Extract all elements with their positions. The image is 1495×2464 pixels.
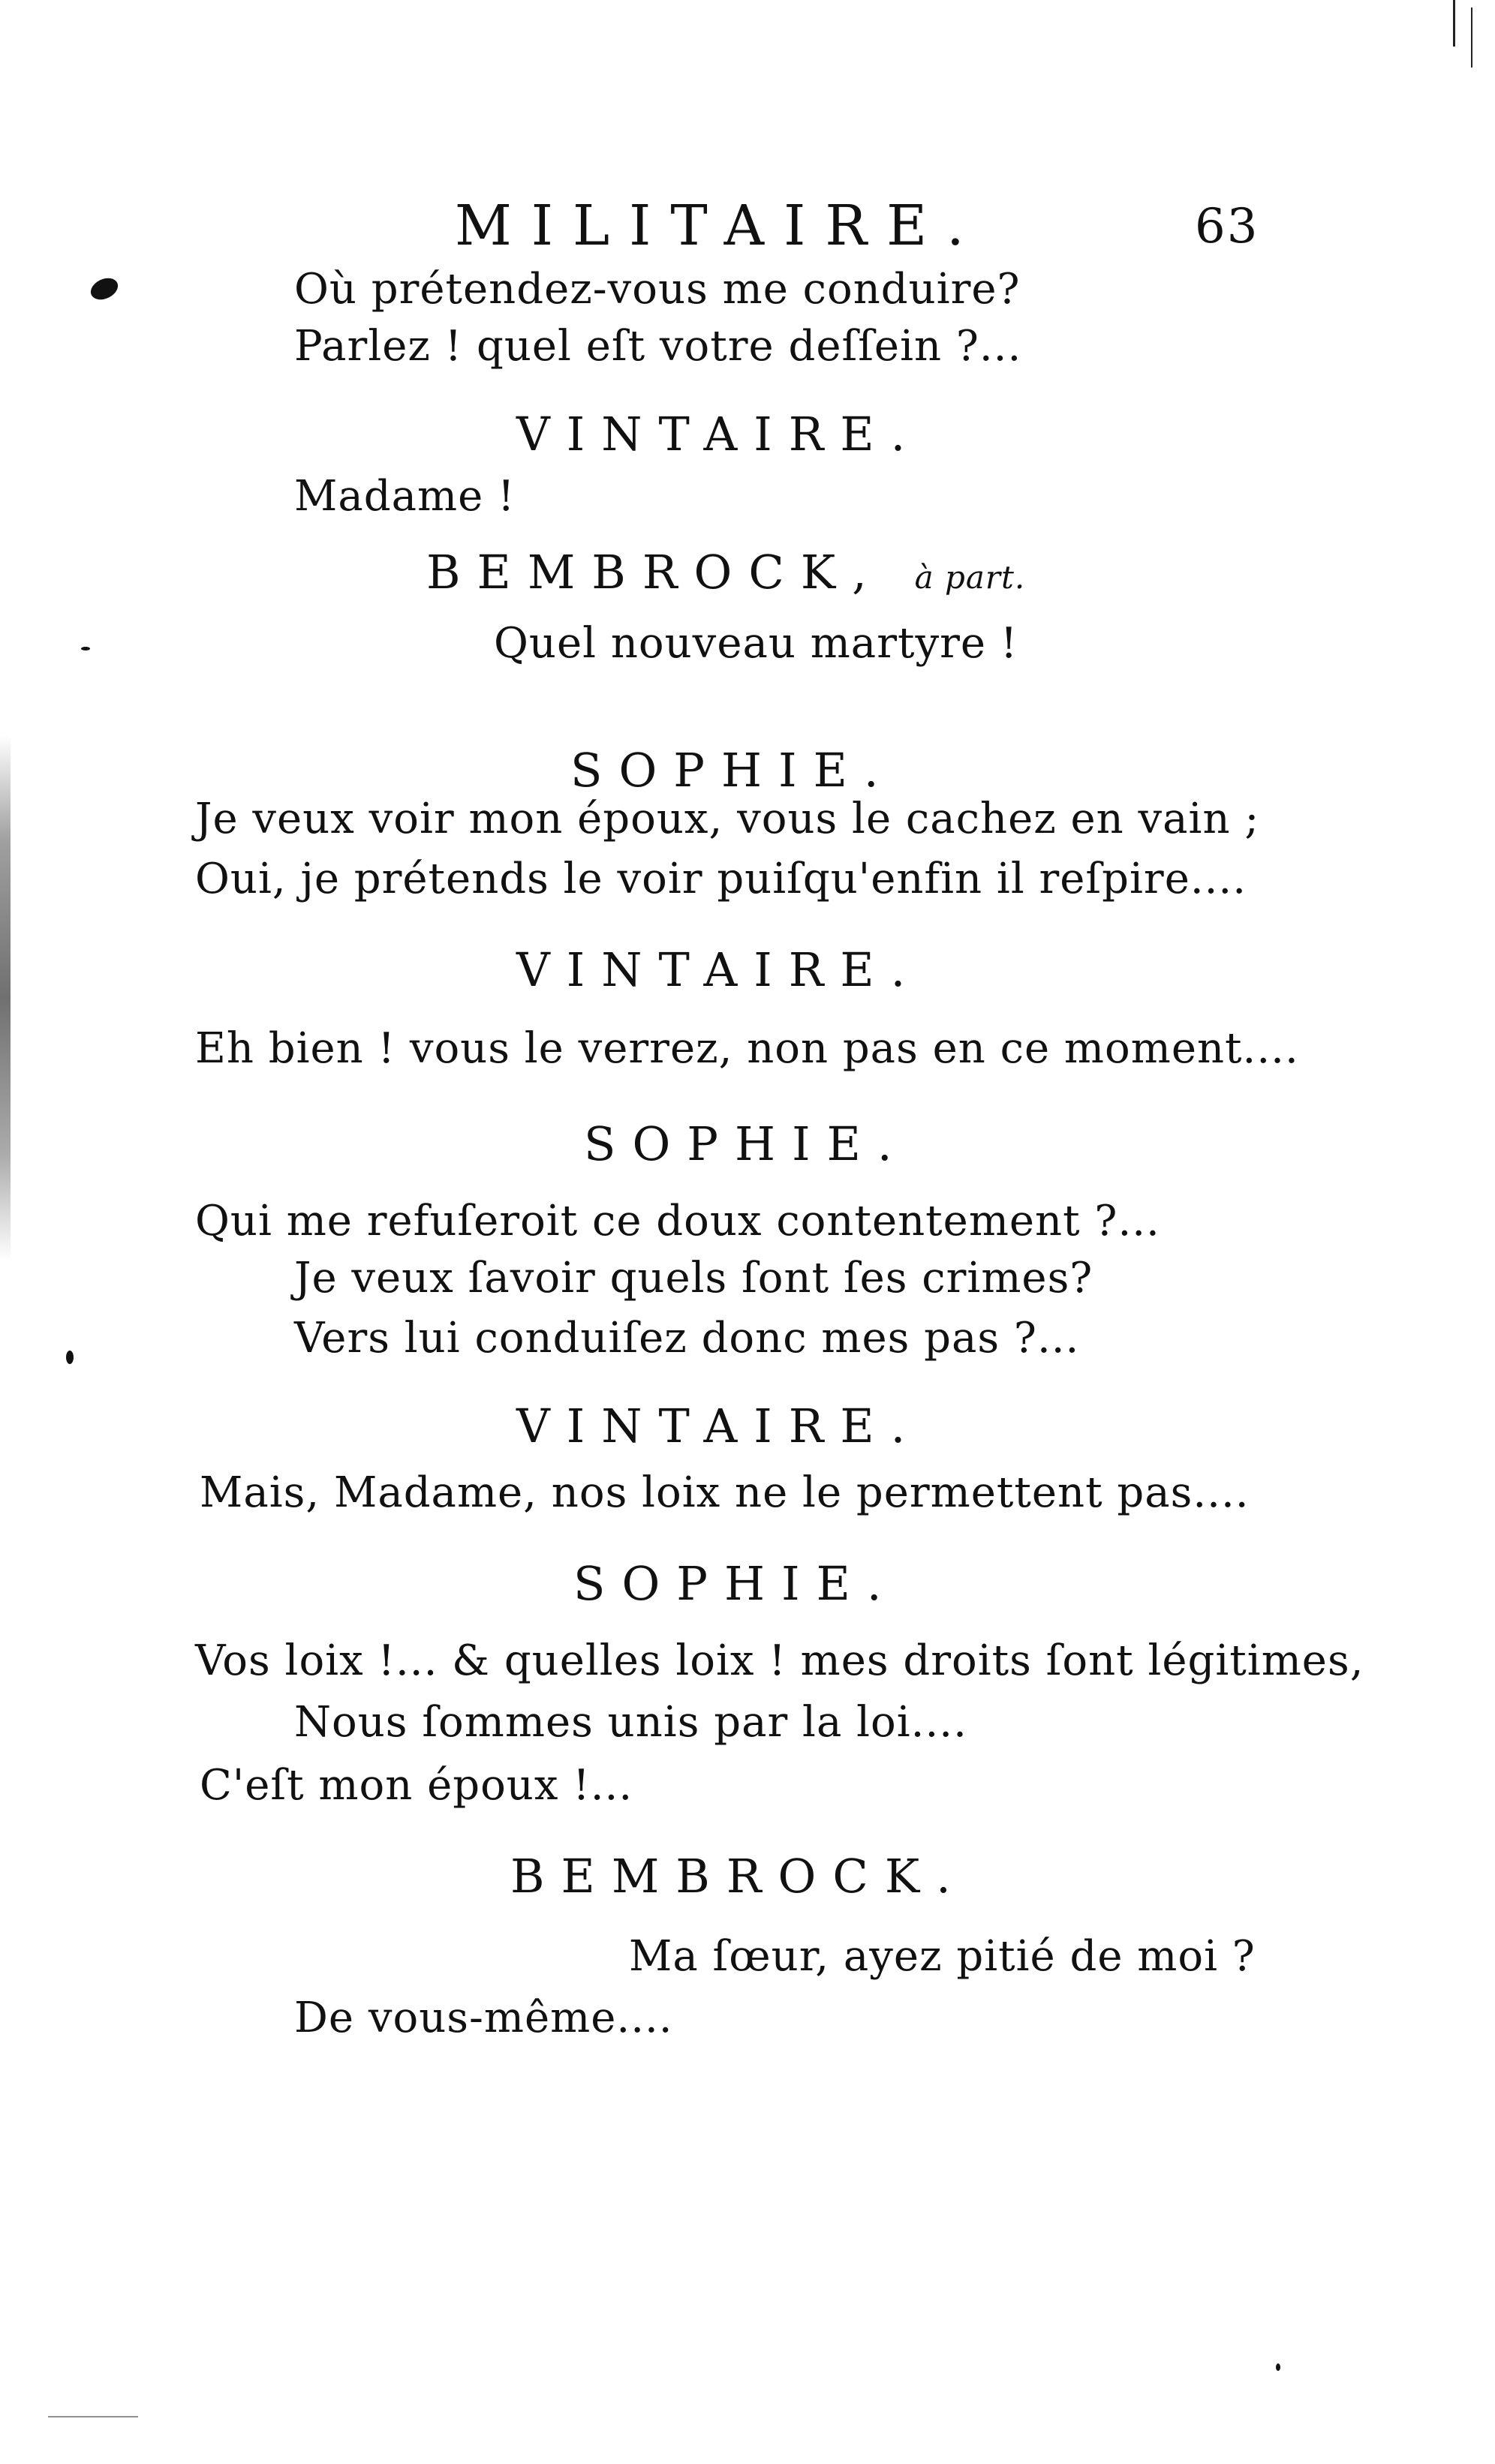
verse-line: Quel nouveau martyre ! — [494, 619, 1018, 668]
speaker-name: SOPHIE. — [570, 743, 895, 798]
verse-line: De vous-même.... — [294, 1994, 673, 2042]
verse-line: Vos loix !... & quelles loix ! mes droits ſont légitimes, — [195, 1636, 1364, 1685]
page-number: 63 — [1195, 199, 1259, 254]
margin-line — [48, 2416, 138, 2417]
speaker-name: SOPHIE. — [573, 1556, 898, 1611]
verse-line: Madame ! — [294, 472, 516, 521]
ink-blot — [87, 274, 121, 304]
speaker-name: VINTAIRE. — [516, 1399, 922, 1453]
verse-line: Vers lui conduiſez donc mes pas ?... — [294, 1314, 1080, 1363]
speaker-name: SOPHIE. — [584, 1116, 909, 1171]
gutter-mark — [1471, 8, 1472, 68]
verse-line: Où prétendez-vous me conduire? — [294, 265, 1021, 314]
ink-speck — [66, 1351, 74, 1364]
ink-speck — [81, 647, 90, 651]
speaker-label: BEMBROCK, — [426, 545, 883, 599]
verse-line: Ma ſœur, ayez pitié de moi ? — [629, 1932, 1256, 1981]
speaker-name: VINTAIRE. — [516, 942, 922, 997]
speaker-name: VINTAIRE. — [516, 407, 922, 461]
scan-edge-shadow — [0, 735, 11, 1261]
verse-line: C'eſt mon époux !... — [200, 1761, 633, 1810]
verse-line: Mais, Madame, nos loix ne le permettent pas.... — [200, 1468, 1250, 1517]
verse-line: Je veux ſavoir quels ſont ſes crimes? — [294, 1254, 1093, 1303]
verse-line: Nous ſommes unis par la loi.... — [294, 1698, 967, 1747]
gutter-mark — [1453, 0, 1455, 47]
speaker-name: BEMBROCK. — [510, 1849, 967, 1904]
verse-line: Parlez ! quel eſt votre deſſein ?... — [294, 322, 1022, 371]
verse-line: Qui me refuſeroit ce doux contentement ?... — [195, 1197, 1160, 1246]
ink-speck — [1276, 2363, 1280, 2371]
verse-line: Oui, je prétends le voir puiſqu'enfin il reſpire.... — [195, 855, 1247, 903]
stage-direction: à part. — [914, 559, 1026, 596]
speaker-name — [426, 545, 1026, 599]
verse-line: Je veux voir mon époux, vous le cachez en vain ; — [195, 795, 1260, 843]
running-title: MILITAIRE. — [455, 194, 984, 258]
verse-line: Eh bien ! vous le verrez, non pas en ce moment.... — [195, 1024, 1299, 1073]
